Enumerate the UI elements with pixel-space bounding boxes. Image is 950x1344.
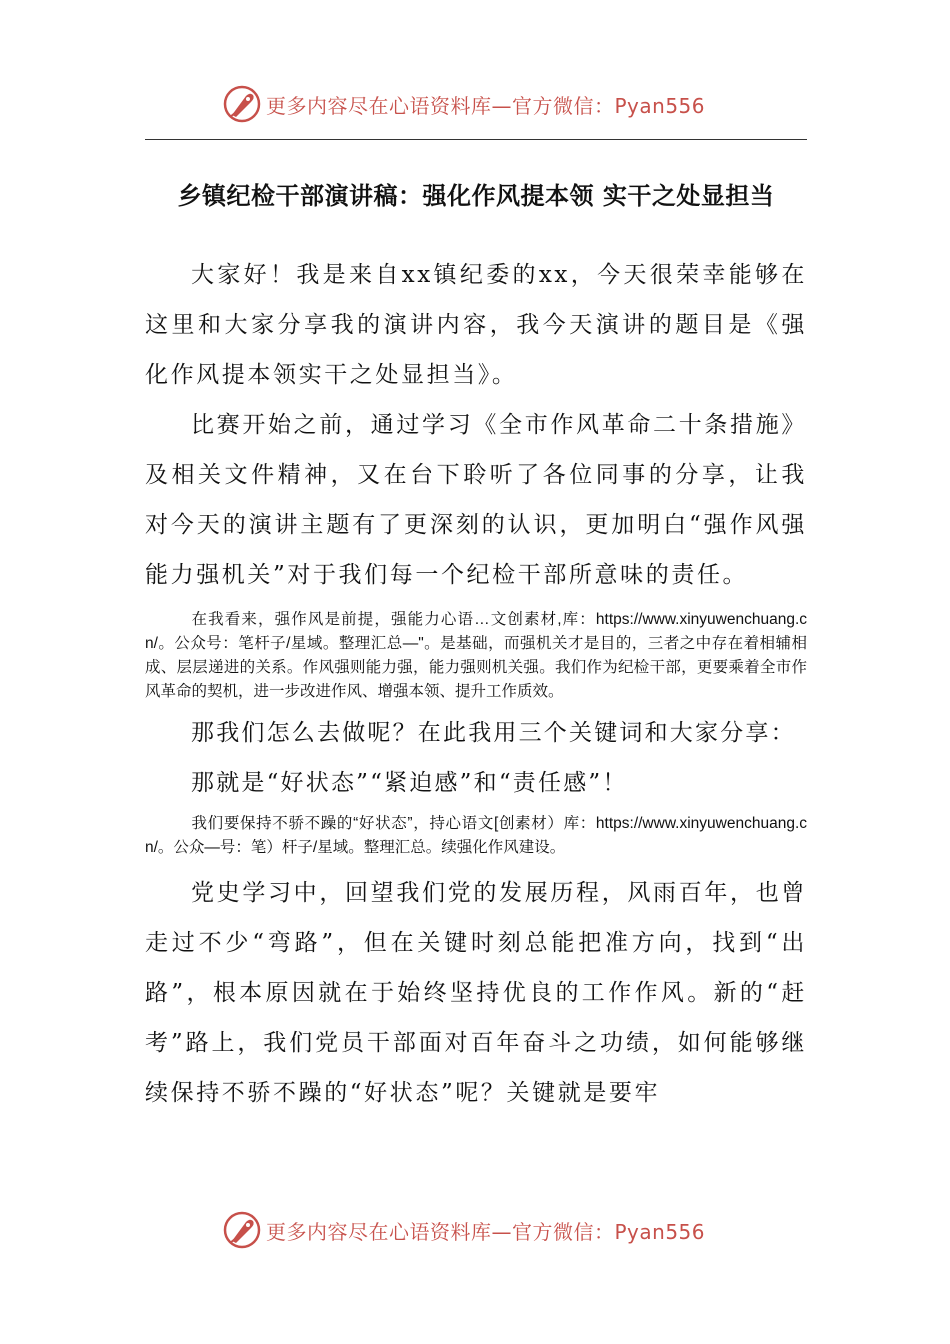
banner-text: 更多内容尽在心语资料库—官方微信：Pyan556 [266,1219,706,1244]
document-title: 乡镇纪检干部演讲稿：强化作风提本领 实干之处显担当 [177,182,775,210]
paragraph-question: 那我们怎么去做呢？在此我用三个关键词和大家分享： [191,720,796,746]
header-banner [222,84,705,124]
banner-text: 更多内容尽在心语资料库—官方微信：Pyan556 [266,93,706,118]
paragraph-background: 比赛开始之前，通过学习《全市作风革命二十条措施》及相关文件精神，又在台下聆听了各位同事的分享，让我对今天的演讲主题有了更深刻的认识，更加明白“强作风强能力强机关”对于我们每一个纪检干部所意味的责任。 [145,412,807,588]
pen-nib-logo-icon [222,84,262,124]
paragraph-small-1: 在我看来，强作风是前提，强能力心语…文创素材,库：https://www.xinyuwenchuang.cn/。公众号：笔杆子/星域。整理汇总—"。是基础，而强机关才是目的，三者之中存在着相辅相成、层层递进的关系。作风强则能力强，能力强则机关强。我们作为纪检干部，更要乘着全市作风革命的契机，进一步改进作风、增强本领、提升工作质效。 [145,611,807,700]
paragraph-small-2: 我们要保持不骄不躁的“好状态”，持心语文[创素材）库：https://www.xinyuwenchuang.cn/。公众—号：笔）杆子/星域。整理汇总。续强化作风建设。 [145,815,807,856]
wechat-id: Pyan556 [614,1219,706,1244]
document-body [145,250,807,1118]
header-divider [145,139,807,140]
paragraph-party-history: 党史学习中，回望我们党的发展历程，风雨百年，也曾走过不少“弯路”，但在关键时刻总能把准方向，找到“出路”，根本原因就在于始终坚持优良的工作作风。新的“赶考”路上，我们党员干部面对百年奋斗之功绩，如何能够继续保持不骄不躁的“好状态”呢？关键就是要牢 [145,880,807,1106]
paragraph-greeting: 大家好！我是来自xx镇纪委的xx，今天很荣幸能够在这里和大家分享我的演讲内容，我今天演讲的题目是《强化作风提本领实干之处显担当》。 [145,262,807,388]
paragraph-keywords: 那就是“好状态”“紧迫感”和“责任感”！ [191,770,628,796]
pen-nib-logo-icon [222,1210,262,1250]
wechat-id: Pyan556 [614,93,706,118]
footer-banner [222,1210,705,1250]
